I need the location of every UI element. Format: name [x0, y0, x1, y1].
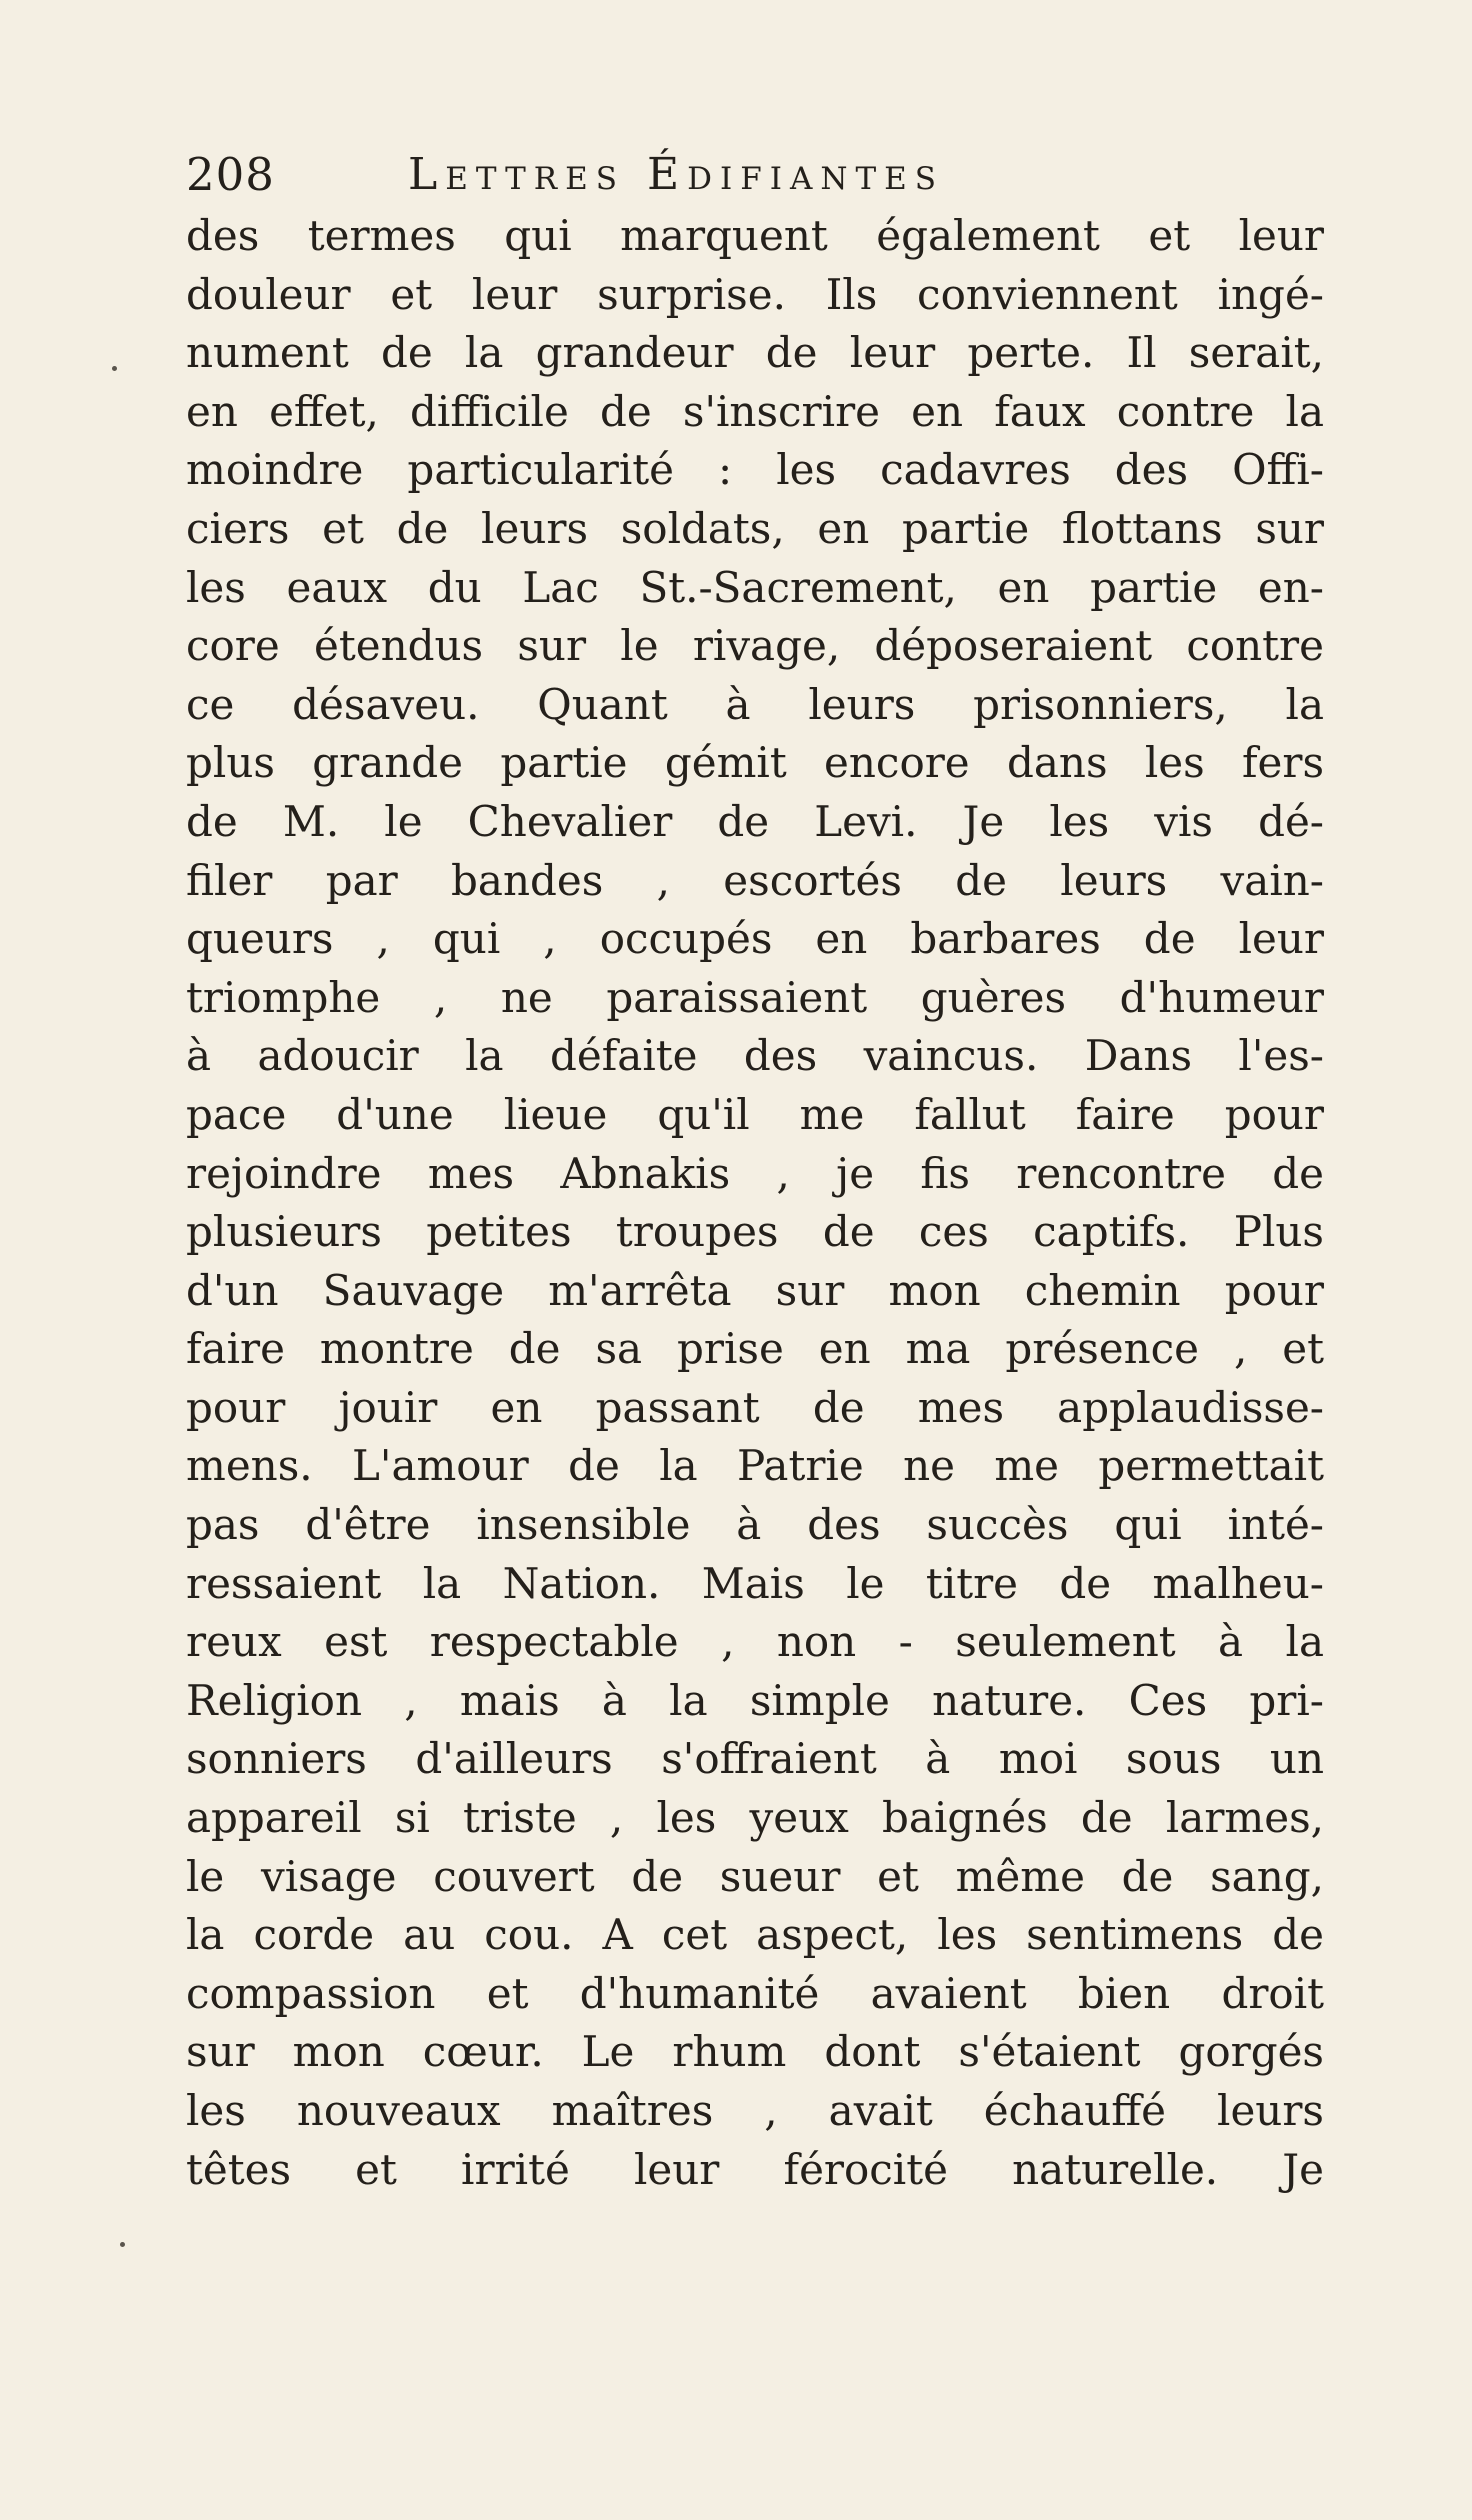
- text-line-16: pace d'une lieue qu'il me fallut faire pour: [186, 1089, 1324, 1139]
- text-line-29: le visage couvert de sueur et même de sang,: [186, 1851, 1324, 1901]
- text-line-6: ciers et de leurs soldats, en partie flottans sur: [186, 503, 1324, 553]
- text-line-8: core étendus sur le rivage, déposeraient contre: [186, 621, 1324, 671]
- ink-speck: [120, 2242, 125, 2247]
- text-line-18: plusieurs petites troupes de ces captifs. Plus: [186, 1207, 1324, 1257]
- running-title: Lettres Édifiantes: [408, 149, 944, 200]
- text-line-4: en effet, difficile de s'inscrire en faux contre la: [186, 386, 1324, 436]
- text-line-30: la corde au cou. A cet aspect, les sentimens de: [186, 1910, 1324, 1960]
- page-header: [186, 145, 1336, 205]
- text-line-24: ressaient la Nation. Mais le titre de malheu-: [186, 1558, 1324, 1608]
- text-line-33: les nouveaux maîtres , avait échauffé leurs: [186, 2086, 1324, 2135]
- text-line-21: pour jouir en passant de mes applaudisse-: [186, 1382, 1324, 1432]
- text-line-22: mens. L'amour de la Patrie ne me permettait: [186, 1441, 1324, 1491]
- text-line-31: compassion et d'humanité avaient bien droit: [186, 1968, 1324, 2018]
- text-line-15: à adoucir la défaite des vaincus. Dans l'es-: [186, 1031, 1324, 1081]
- text-line-26: Religion , mais à la simple nature. Ces pri-: [186, 1675, 1324, 1725]
- text-line-25: reux est respectable , non - seulement à la: [186, 1617, 1324, 1667]
- ink-speck: [112, 366, 117, 371]
- text-line-9: ce désaveu. Quant à leurs prisonniers, la: [186, 679, 1324, 729]
- text-line-3: nument de la grandeur de leur perte. Il serait,: [186, 328, 1324, 378]
- text-line-20: faire montre de sa prise en ma présence , et: [186, 1324, 1324, 1374]
- text-line-14: triomphe , ne paraissaient guères d'humeur: [186, 972, 1324, 1022]
- text-line-19: d'un Sauvage m'arrêta sur mon chemin pour: [186, 1265, 1324, 1315]
- text-line-1: des termes qui marquent également et leur: [186, 211, 1324, 260]
- text-line-7: les eaux du Lac St.-Sacrement, en partie en-: [186, 562, 1324, 612]
- text-line-32: sur mon cœur. Le rhum dont s'étaient gorgés: [186, 2027, 1324, 2077]
- text-line-34: têtes et irrité leur férocité naturelle. Je: [186, 2144, 1324, 2194]
- text-line-23: pas d'être insensible à des succès qui inté-: [186, 1500, 1324, 1550]
- text-line-12: filer par bandes , escortés de leurs vain-: [186, 855, 1324, 905]
- text-line-13: queurs , qui , occupés en barbares de leur: [186, 914, 1324, 964]
- text-line-11: de M. le Chevalier de Levi. Je les vis dé-: [186, 796, 1324, 846]
- text-line-10: plus grande partie gémit encore dans les fers: [186, 738, 1324, 788]
- page-number: 208: [186, 148, 275, 201]
- text-line-28: appareil si triste , les yeux baignés de larmes,: [186, 1793, 1324, 1843]
- text-line-5: moindre particularité : les cadavres des Offi-: [186, 445, 1324, 495]
- text-line-17: rejoindre mes Abnakis , je fis rencontre de: [186, 1148, 1324, 1198]
- text-line-2: douleur et leur surprise. Ils conviennent ingé-: [186, 269, 1324, 319]
- body-text: [186, 207, 1324, 2199]
- text-line-27: sonniers d'ailleurs s'offraient à moi sous un: [186, 1734, 1324, 1784]
